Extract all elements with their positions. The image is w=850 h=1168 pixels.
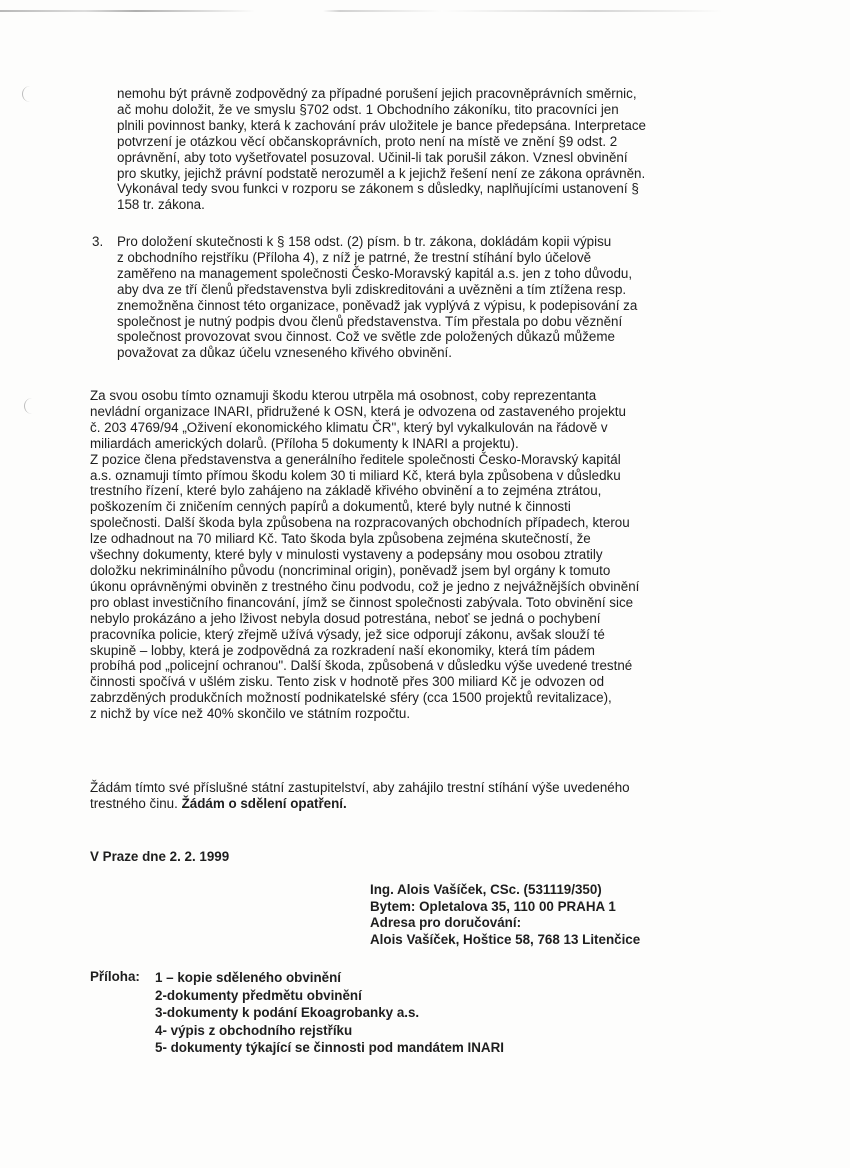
list-item-2-continuation [117, 86, 646, 213]
text-line: považovat za důkaz účelu vzneseného křivého obvinění. [117, 345, 452, 361]
damage-paragraph [90, 388, 639, 722]
request-bold-text: Žádám o sdělení opatření. [181, 795, 347, 811]
attachment-item: 4- výpis z obchodního rejstříku [155, 1022, 353, 1038]
attachments-label: Příloha: [90, 969, 140, 984]
attachments-list [155, 969, 504, 1057]
delivery-address-label: Adresa pro doručování: [370, 915, 522, 930]
text-line: úkonu oprávněnými obviněn z trestného činu podvodu, což je jedno z nejvážnějších obvinění [90, 578, 640, 594]
text-line: všechny dokumenty, které byly v minulosti vystaveny a podepsány mou osobou ztratily [90, 547, 603, 563]
text-line: potvrzení je otázkou věcí občanskoprávních, proto není na místě ve znění §9 odst. 2 [117, 133, 618, 149]
text-line: nemohu být právně zodpovědný za případné porušení jejich pracovněprávních směrnic, [117, 86, 637, 101]
attachment-item: 1 – kopie sděleného obvinění [155, 970, 342, 985]
text-line: aby dva ze tří členů představenstva byli zdiskreditováni a uvězněni a tím ztížena resp. [117, 281, 627, 297]
signer-name: Ing. Alois Vašíček, CSc. (531119/350) [370, 882, 602, 897]
text-line: miliardách amerických dolarů. (Příloha 5 dokumenty k INARI a projektu). [90, 435, 519, 451]
text-line: pro skutky, jejichž právní podstatě nerozuměl a k jejichž řešení není ze zákona oprávněn. [117, 165, 646, 181]
text-line: společnost je nutný podpis dvou členů představenstva. Tím přestala po dobu věznění [117, 313, 623, 329]
text-line: z obchodního rejstříku (Příloha 4), z níž je patrné, že trestní stíhání bylo účelově [117, 249, 592, 265]
punch-hole-mark [24, 398, 35, 414]
text-line: trestního řízení, které bylo zahájeno na základě křivého obvinění a to zejména ztrátou, [90, 483, 602, 499]
text-line: oprávnění, aby toto vyšetřovatel posuzoval. Učinil-li tak porušil zákon. Vznesl obvinění [117, 149, 628, 165]
text-line: Za svou osobu tímto oznamuji škodu kterou utrpěla má osobnost, coby reprezentanta [90, 388, 597, 403]
text-line: činnosti spočívá v ušlém zisku. Tento zisk v hodnotě přes 300 miliard Kč je odvozen od [90, 674, 605, 690]
list-item-3 [117, 234, 637, 361]
text-line: z nichž by více než 40% skončilo ve státním rozpočtu. [90, 706, 411, 722]
text-line: č. 203 4769/94 „Oživení ekonomického klimatu ČR", který byl vykalkulován na řádově v [90, 419, 608, 435]
text-line: Z pozice člena představenstva a generálního ředitele společnosti Česko-Moravský kapitál [90, 451, 621, 467]
text-line: lze odhadnout na 70 miliard Kč. Tato škoda byla způsobena zejména skutečností, že [90, 531, 591, 547]
text-line: Vykonával tedy svou funkci v rozporu se zákonem s důsledky, naplňujícími ustanovení § [117, 181, 639, 197]
signer-residence: Bytem: Opletalova 35, 110 00 PRAHA 1 [370, 898, 616, 914]
place-date: V Praze dne 2. 2. 1999 [90, 849, 230, 864]
text-line: zabrzděných produkčních možností podnikatelské sféry (cca 1500 projektů revitalizace), [90, 690, 612, 706]
signature-block [370, 882, 640, 948]
text-line: a.s. oznamuji tímto přímou škodu kolem 30 ti miliard Kč, která byla způsobena v důsledku [90, 467, 621, 483]
text-line: plnili povinnost banky, která k zachování práv uložitele je bance předepsána. Interpretace [117, 117, 647, 133]
text-line: nebylo prokázáno a jeho lživost nebyla dosud potrestána, neboť se jedná o pochybení [90, 610, 601, 626]
attachment-item: 5- dokumenty týkající se činnosti pod mandátem INARI [155, 1040, 504, 1056]
delivery-address: Alois Vašíček, Hoštice 58, 768 13 Litenčice [370, 931, 641, 947]
text-line [90, 796, 630, 812]
text-line: ač mohu doložit, že ve smyslu §702 odst. 1 Obchodního zákoníku, tito pracovníci jen [117, 101, 619, 117]
text-line: Pro doložení skutečnosti k § 158 odst. (2) písm. b tr. zákona, dokládám kopii výpisu [117, 234, 612, 249]
text-line: znemožněna činnost této organizace, poněvadž jak vyplývá z výpisu, k podepisování za [117, 297, 638, 313]
request-text: trestného činu. [90, 795, 182, 811]
text-line: zaměřeno na management společnosti Česko-Moravský kapitál a.s. jen z toho důvodu, [117, 265, 633, 281]
text-line: pro oblast investičního financování, jímž se činnost společnosti zabývala. Toto obvinění sice [90, 594, 634, 610]
request-paragraph [90, 780, 630, 812]
attachment-item: 3-dokumenty k podání Ekoagrobanky a.s. [155, 1005, 420, 1021]
text-line: Žádám tímto své příslušné státní zastupitelství, aby zahájilo trestní stíhání výše uvedeného [90, 780, 630, 795]
text-line: nevládní organizace INARI, přidružené k OSN, která je odvozena od zastaveného projektu [90, 403, 626, 419]
text-line: poškozením či zničením cenných papírů a dokumentů, které byly nutné k činnosti [90, 499, 571, 515]
text-line: probíhá pod „policejní ochranou". Další škoda, způsobená v důsledku výše uvedené trestné [90, 658, 633, 674]
text-line: pracovníka policie, který zřejmě užívá výsady, jež sice odporují zákonu, avšak slouží té [90, 626, 605, 642]
text-line: společnosti. Další škoda byla způsobena na rozpracovaných obchodních případech, kterou [90, 515, 630, 531]
attachment-item: 2-dokumenty předmětu obvinění [155, 987, 362, 1003]
text-line: 158 tr. zákona. [117, 197, 205, 213]
punch-hole-mark [22, 86, 33, 102]
list-item-3-number: 3. [92, 234, 104, 249]
scan-edge-line [0, 10, 850, 12]
text-line: skupině – lobby, která je zodpovědná za rozkradení naší ekonomiky, která tím pádem [90, 642, 595, 658]
text-line: společnost provozovat svou činnost. Což ve světle zde položených důkazů můžeme [117, 329, 615, 345]
text-line: doložku nekriminálního původu (noncriminal origin), poněvadž jsem byl orgány k tomuto [90, 562, 611, 578]
